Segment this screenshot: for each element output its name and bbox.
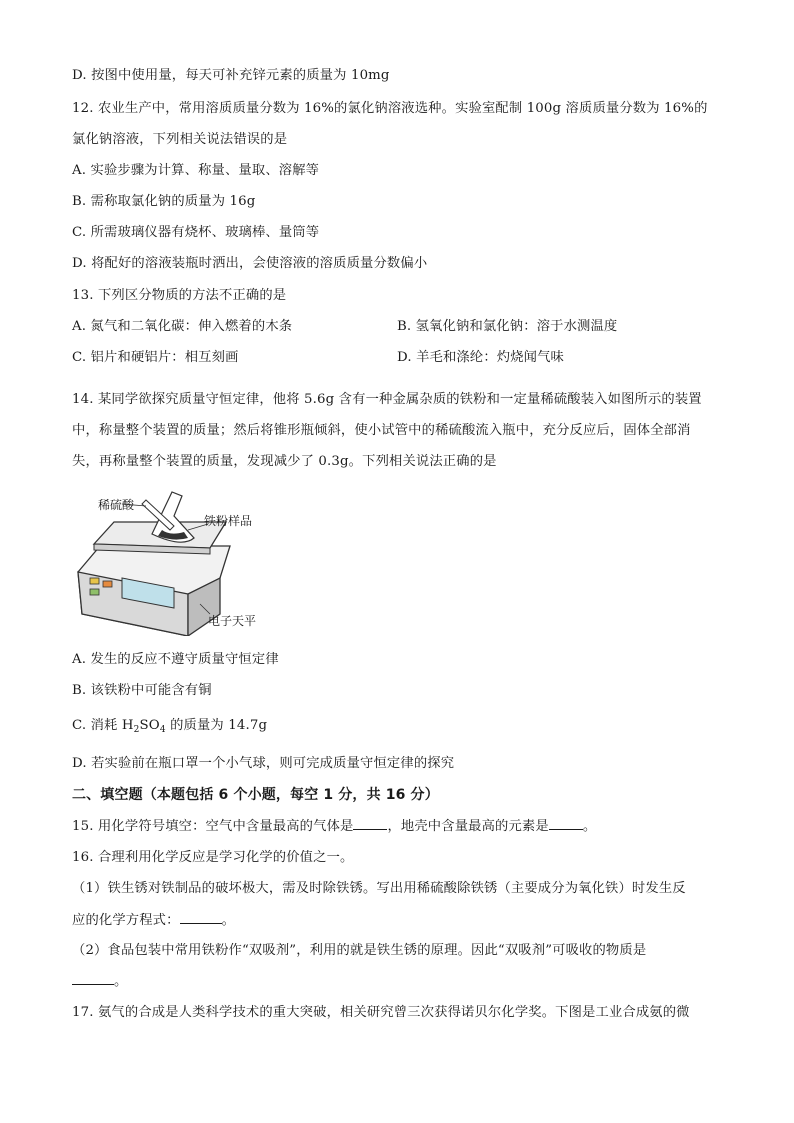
q14-option-a: A. 发生的反应不遵守质量守恒定律	[72, 652, 279, 667]
label-iron-powder-sample: 铁粉样品	[204, 514, 253, 528]
q16-part1-text: 应的化学方程式：	[72, 913, 180, 928]
q12-option-a: A. 实验步骤为计算、称量、量取、溶解等	[72, 163, 320, 178]
answer-blank[interactable]	[72, 972, 114, 985]
answer-blank[interactable]	[180, 911, 222, 924]
q17-stem-line1: 17. 氨气的合成是人类科学技术的重大突破，相关研究曾三次获得诺贝尔化学奖。下图是工业合成氨的微	[72, 1005, 690, 1020]
q14-option-c	[72, 717, 267, 739]
section-heading-fill-in: 二、填空题（本题包括 6 个小题，每空 1 分，共 16 分）	[72, 787, 439, 803]
answer-blank[interactable]	[549, 817, 583, 830]
q13-stem: 13. 下列区分物质的方法不正确的是	[72, 288, 287, 303]
q16-part2-line1: （2）食品包装中常用铁粉作“双吸剂”，利用的就是铁生锈的原理。因此“双吸剂”可吸收的物质是	[72, 943, 647, 958]
q11-option-d: D. 按图中使用量，每天可补充锌元素的质量为 10mg	[72, 68, 390, 83]
q16-stem: 16. 合理利用化学反应是学习化学的价值之一。	[72, 850, 354, 865]
q15-text-a: 15. 用化学符号填空：空气中含量最高的气体是	[72, 819, 354, 834]
q14-option-c-suffix: 的质量为 14.7g	[165, 718, 268, 733]
q12-option-c: C. 所需玻璃仪器有烧杯、玻璃棒、量筒等	[72, 225, 320, 240]
q16-part2-end: 。	[114, 974, 128, 989]
electronic-balance-figure	[70, 486, 280, 636]
q16-part1-end: 。	[221, 913, 236, 928]
q14-option-c-prefix: C. 消耗 H	[72, 718, 134, 733]
q12-option-b: B. 需称取氯化钠的质量为 16g	[72, 194, 256, 209]
q14-option-b: B. 该铁粉中可能含有铜	[72, 683, 212, 698]
q14-option-d: D. 若实验前在瓶口罩一个小气球，则可完成质量守恒定律的探究	[72, 756, 455, 771]
q13-option-a: A. 氮气和二氧化碳：伸入燃着的木条	[72, 319, 293, 334]
formula-subscript-2: 2	[133, 725, 140, 735]
q15-text-c: 。	[582, 819, 597, 834]
q15-stem	[72, 817, 596, 836]
q13-option-c: C. 铝片和硬铝片：相互刻画	[72, 350, 239, 365]
q12-stem-line2: 氯化钠溶液，下列相关说法错误的是	[72, 132, 288, 147]
q14-stem-line3: 失，再称量整个装置的质量，发现减少了 0.3g。下列相关说法正确的是	[72, 454, 497, 469]
q15-text-b: ，地壳中含量最高的元素是	[387, 819, 549, 834]
q14-stem-line1: 14. 某同学欲探究质量守恒定律，他将 5.6g 含有一种金属杂质的铁粉和一定量稀硫酸装入如图所示的装置	[72, 392, 702, 407]
q16-part2-line2	[72, 972, 127, 991]
formula-subscript-4: 4	[159, 725, 166, 735]
q14-stem-line2: 中，称量整个装置的质量；然后将锥形瓶倾斜，使小试管中的稀硫酸流入瓶中，充分反应后，固体全部消	[72, 423, 691, 438]
formula-so: SO	[139, 718, 160, 733]
q16-part1-line1: （1）铁生锈对铁制品的破坏极大，需及时除铁锈。写出用稀硫酸除铁锈（主要成分为氧化铁）时发生反	[72, 881, 686, 896]
label-electronic-balance: 电子天平	[208, 614, 257, 628]
q16-part1-line2	[72, 911, 235, 930]
q12-option-d: D. 将配好的溶液装瓶时洒出，会使溶液的溶质质量分数偏小	[72, 256, 428, 271]
label-dilute-sulfuric-acid: 稀硫酸	[98, 498, 135, 512]
q12-stem-line1: 12. 农业生产中，常用溶质质量分数为 16%的氯化钠溶液选种。实验室配制 100g 溶质质量分数为 16%的	[72, 101, 708, 116]
q13-option-b: B. 氢氧化钠和氯化钠：溶于水测温度	[397, 319, 618, 334]
answer-blank[interactable]	[353, 817, 387, 830]
q13-option-d: D. 羊毛和涤纶：灼烧闻气味	[397, 350, 565, 365]
